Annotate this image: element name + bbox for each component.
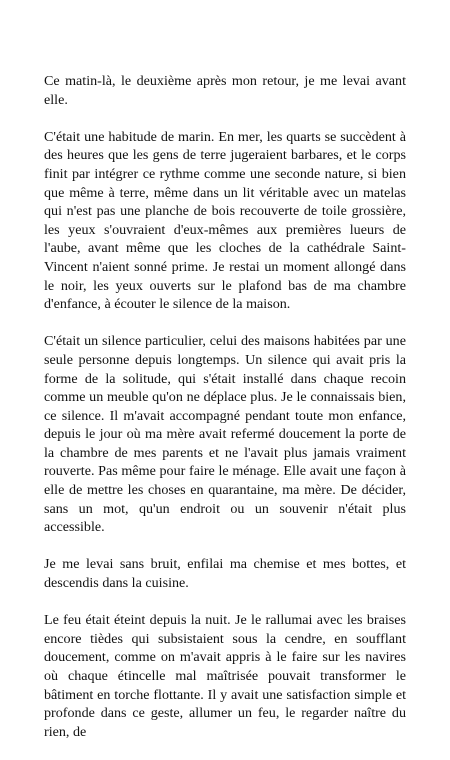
paragraph-morning: Ce matin-là, le deuxième après mon retour, je me levai avant elle. (44, 73, 406, 108)
paragraph-sailor-habit: C'était une habitude de marin. En mer, les quarts se succèdent à des heures que les gens de terre jugeraient barbares, et le corps finit par intégrer ce rythme comme une seconde nature, si bien que même à terre, même dans un lit véritable avec un matelas qui n'est pas une planche de bois recouverte de toile grossière, les yeux s'ouvraient d'eux-mêmes aux premières lueurs de l'aube, avant même que les cloches de la cathédrale Saint-Vincent n'aient sonné prime. Je restai un moment allongé dans le noir, les yeux ouverts sur le plafond bas de ma chambre d'enfance, à écouter le silence de la maison. (44, 128, 406, 313)
paragraph-silence: C'était un silence particulier, celui des maisons habitées par une seule personne depuis longtemps. Un silence qui avait pris la forme de la solitude, qui s'était installé dans chaque recoin comme un meuble qu'on ne déplace plus. Je le connaissais bien, ce silence. Il m'avait accompagné pendant toute mon enfance, depuis le jour où ma mère avait refermé doucement la porte de la chambre de mes parents et ne l'avait plus jamais vraiment rouverte. Pas même pour faire le ménage. Elle avait une façon à elle de mettre les choses en quarantaine, ma mère. De décider, sans un mot, qu'un endroit ou un souvenir n'était plus accessible. (44, 333, 406, 536)
paragraph-getting-up: Je me levai sans bruit, enfilai ma chemise et mes bottes, et descendis dans la cuisine. (44, 556, 406, 592)
paragraph-fire: Le feu était éteint depuis la nuit. Je le rallumai avec les braises encore tièdes qui subsistaient sous la cendre, en soufflant doucement, comme on m'avait appris à le faire sur les navires où chaque étincelle mal maîtrisée pouvait transformer le bâtiment en torche flottante. Il y avait une satisfaction simple et profonde dans ce geste, allumer un feu, le regarder naître du rien, de (44, 612, 406, 740)
body-text (44, 72, 406, 760)
